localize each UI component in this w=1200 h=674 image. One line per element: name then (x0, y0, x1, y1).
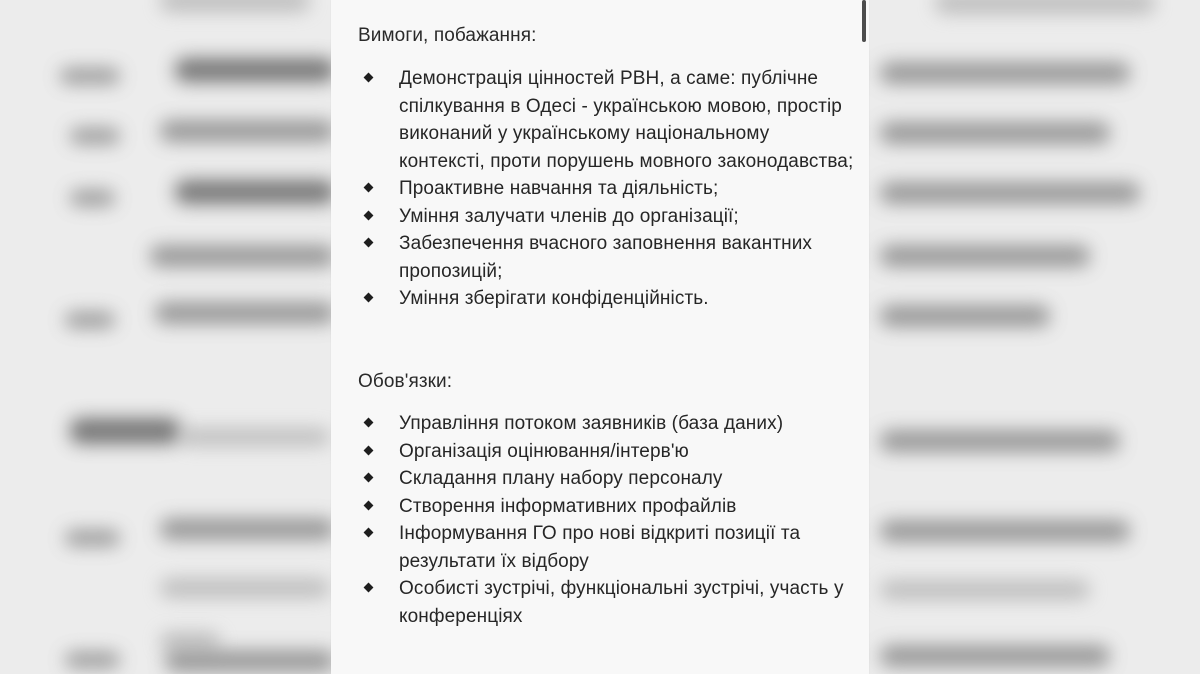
list-item-text: Організація оцінювання/інтерв'ю (399, 440, 689, 462)
backdrop-line (880, 305, 1050, 327)
backdrop-line (70, 418, 180, 444)
diamond-bullet-icon (364, 445, 374, 455)
duties-heading: Обов'язки: (358, 371, 453, 392)
list-item-text: Проактивне навчання та діяльність; (399, 178, 719, 199)
list-item (358, 575, 858, 630)
backdrop-line (65, 652, 120, 668)
list-item (358, 438, 858, 466)
diamond-bullet-icon (364, 210, 374, 220)
backdrop-line (880, 245, 1090, 267)
list-item-text: Складання плану набору персоналу (399, 468, 723, 489)
backdrop-line (175, 58, 335, 82)
diamond-bullet-icon (364, 500, 374, 510)
backdrop-line (880, 122, 1110, 144)
backdrop-line (160, 120, 335, 142)
backdrop-line (65, 530, 120, 546)
backdrop-line (880, 580, 1090, 600)
list-item (358, 175, 858, 203)
list-item (358, 65, 858, 175)
list-item-text: Інформування ГО про нові відкриті позиції та результати їх відбору (399, 523, 801, 572)
backdrop-line (150, 245, 335, 267)
backdrop-line (165, 650, 335, 672)
backdrop-line (880, 62, 1130, 84)
backdrop-line (160, 518, 335, 540)
list-item-text: Уміння залучати членів до організації; (399, 205, 739, 227)
backdrop-line (65, 312, 115, 328)
document-panel[interactable] (331, 0, 869, 674)
diamond-bullet-icon (364, 238, 374, 248)
backdrop-line (70, 190, 115, 206)
backdrop-line (880, 520, 1130, 542)
backdrop-line (935, 0, 1155, 14)
requirements-list (358, 65, 858, 313)
list-item (358, 203, 858, 231)
list-item-text: Створення інформативних профайлів (399, 495, 737, 517)
diamond-bullet-icon (364, 293, 374, 303)
list-item-text: Демонстрація цінностей РВН, а саме: публічне спілкування в Одесі - українською мовою, простір виконаний у українському національному контексті, проти порушень мовного законодавства; (399, 68, 854, 172)
backdrop-line (160, 578, 330, 598)
list-item-text: Управління потоком заявників (база даних) (399, 413, 784, 434)
diamond-bullet-icon (364, 473, 374, 483)
diamond-bullet-icon (364, 183, 374, 193)
backdrop-line (175, 180, 335, 204)
diamond-bullet-icon (364, 418, 374, 428)
backdrop-line (155, 302, 335, 324)
list-item-text: Уміння зберігати конфіденційність. (399, 288, 709, 309)
backdrop-line (880, 645, 1110, 667)
list-item (358, 285, 858, 313)
list-item (358, 410, 858, 438)
diamond-bullet-icon (364, 583, 374, 593)
backdrop-line (60, 68, 120, 84)
requirements-heading: Вимоги, побажання: (358, 25, 537, 46)
scrollbar-thumb[interactable] (862, 0, 866, 42)
list-item (358, 520, 858, 575)
backdrop-line (180, 428, 330, 446)
backdrop-line (160, 632, 220, 650)
list-item-text: Особисті зустрічі, функціональні зустрічі, участь у конференціях (399, 578, 844, 627)
backdrop-line (160, 0, 310, 12)
list-item-text: Забезпечення вчасного заповнення вакантних пропозицій; (399, 233, 813, 282)
diamond-bullet-icon (364, 73, 374, 83)
list-item (358, 230, 858, 285)
duties-list (358, 410, 858, 630)
list-item (358, 465, 858, 493)
backdrop-line (880, 430, 1120, 452)
backdrop-line (880, 182, 1140, 204)
diamond-bullet-icon (364, 528, 374, 538)
backdrop-line (70, 128, 120, 144)
list-item (358, 493, 858, 521)
